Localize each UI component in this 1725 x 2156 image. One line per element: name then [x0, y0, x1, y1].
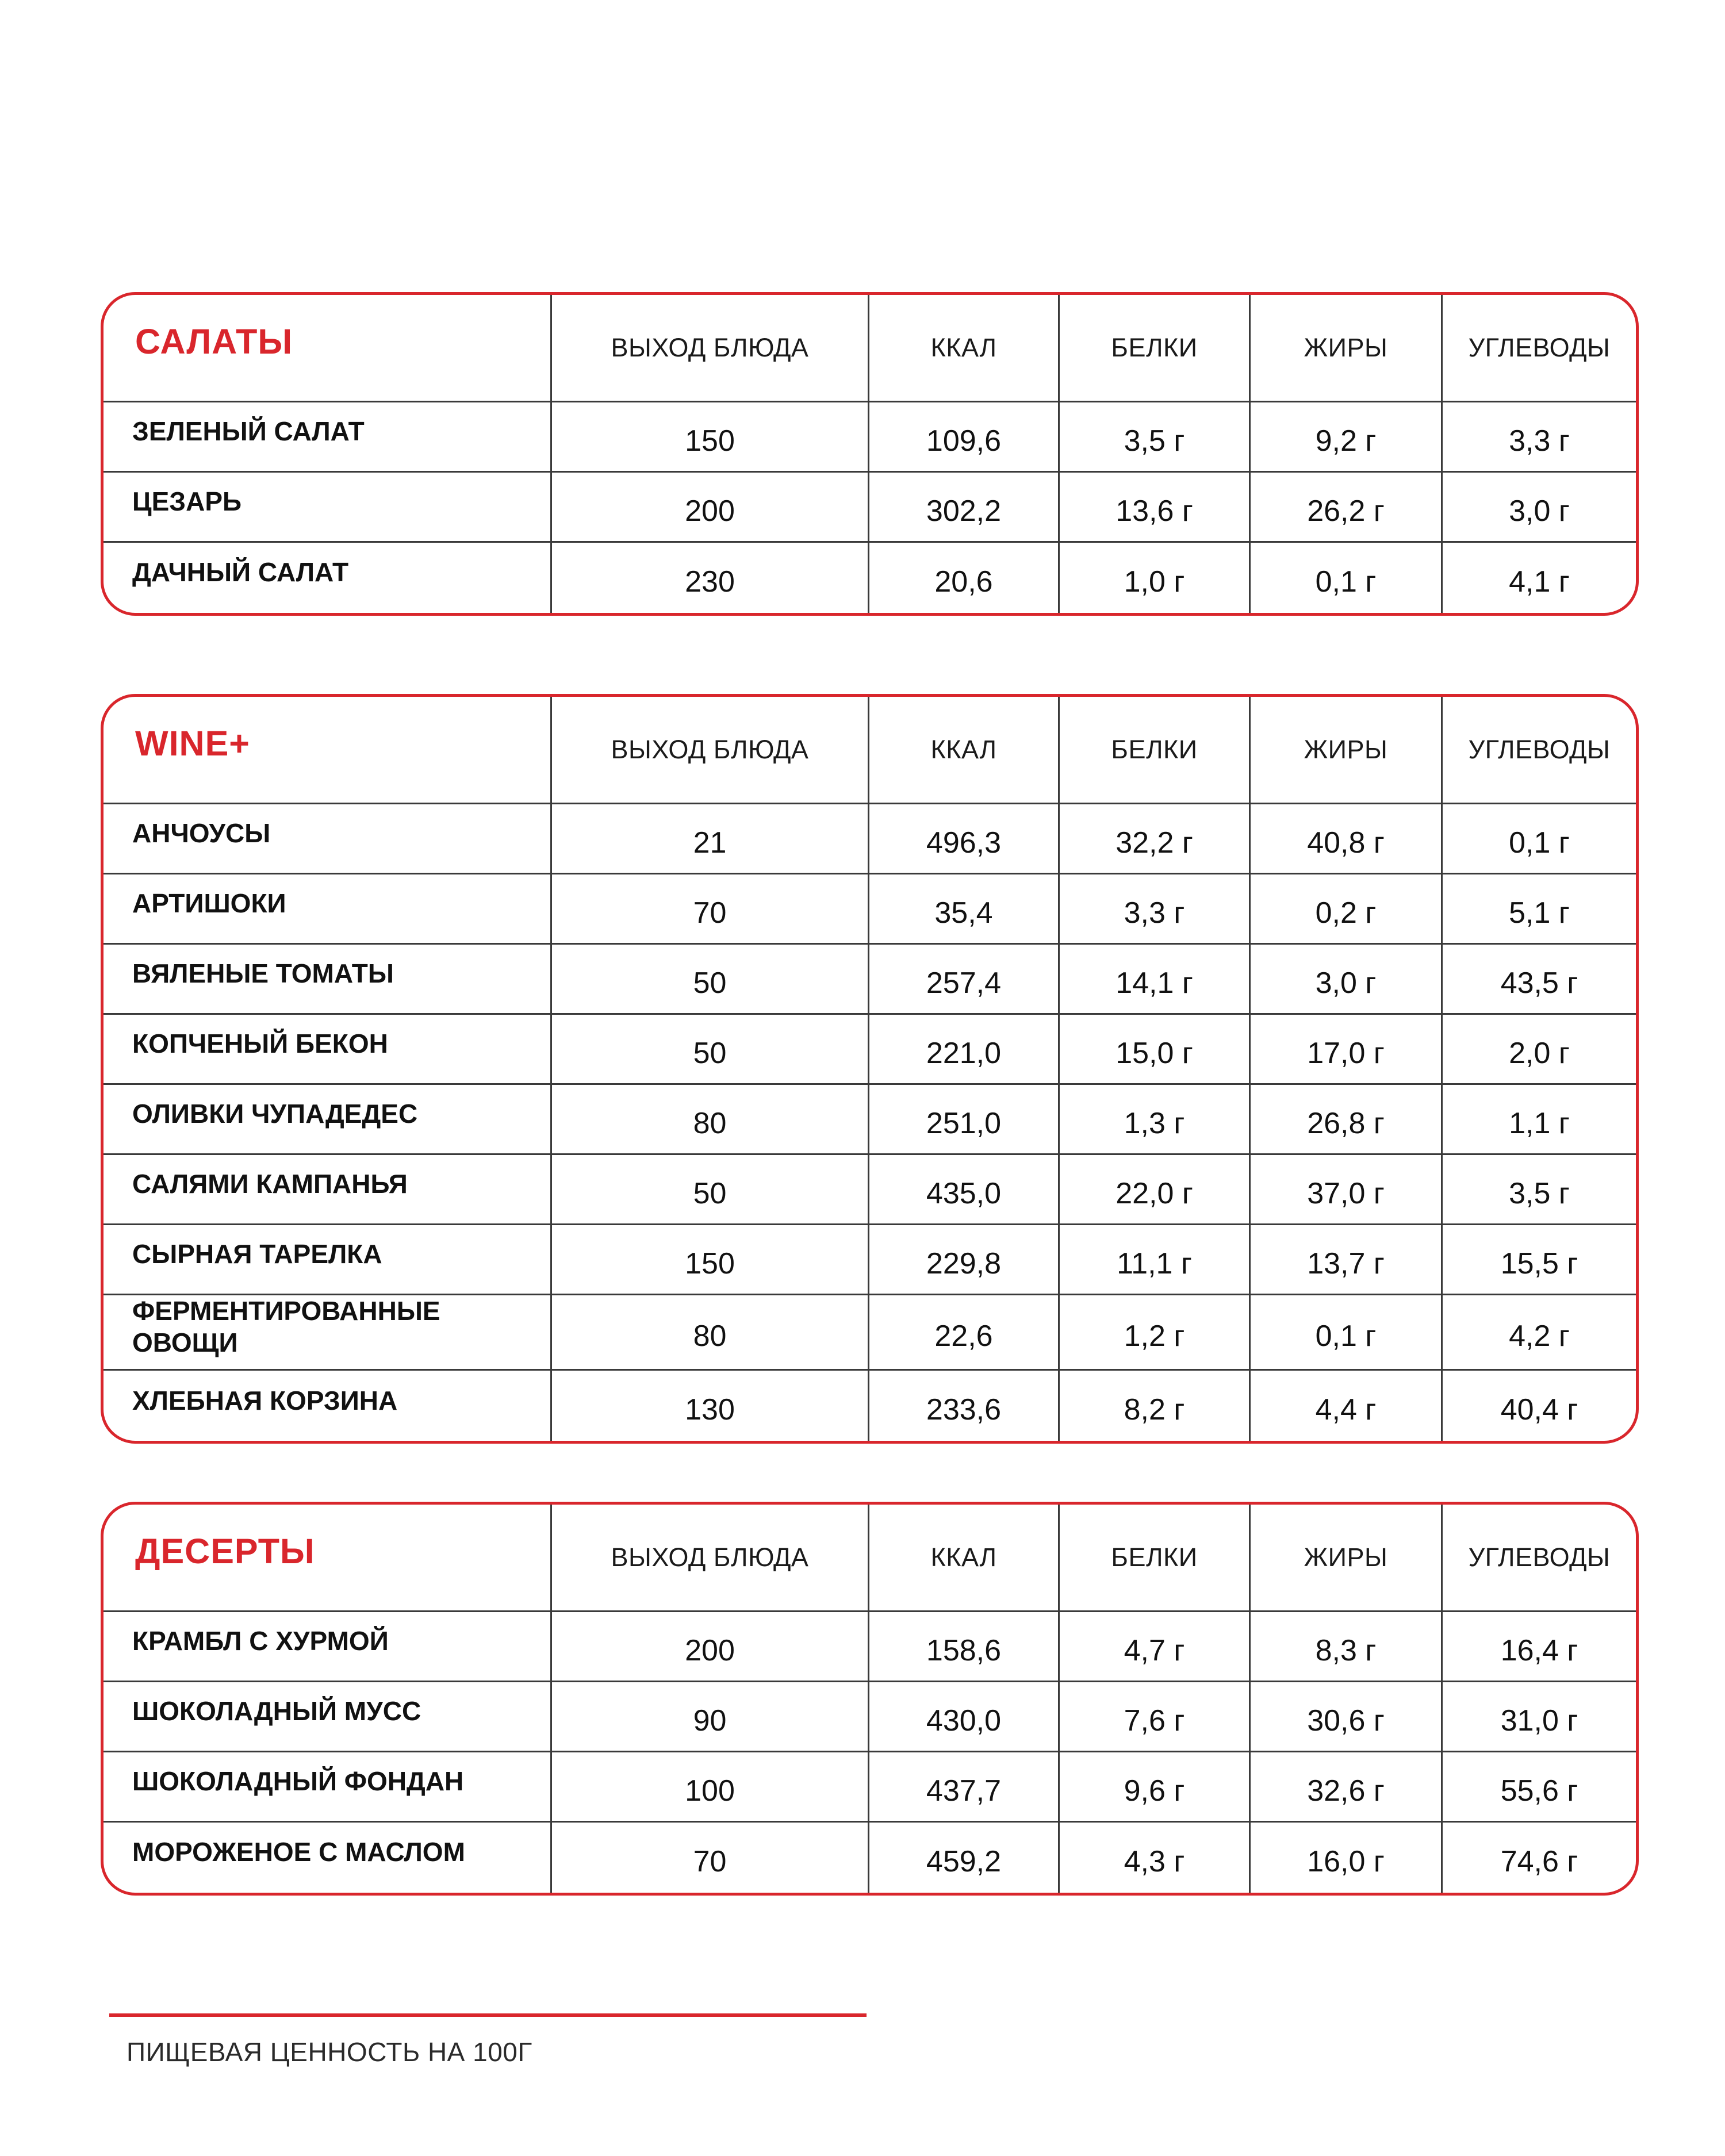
yield-cell: 130 — [552, 1371, 869, 1441]
kcal-cell: 158,6 — [869, 1612, 1060, 1682]
protein-cell: 32,2 г — [1060, 804, 1251, 874]
dish-name: ШОКОЛАДНЫЙ МУСС — [103, 1682, 552, 1752]
table-row — [103, 1752, 1636, 1823]
table-row — [103, 402, 1636, 473]
carbs-cell: 55,6 г — [1443, 1752, 1636, 1823]
table-header-row — [103, 1505, 1636, 1612]
kcal-cell: 251,0 — [869, 1085, 1060, 1155]
table-row — [103, 473, 1636, 543]
section-title: САЛАТЫ — [103, 295, 552, 402]
column-header-yield: ВЫХОД БЛЮДА — [552, 1505, 869, 1612]
table-row — [103, 1612, 1636, 1682]
yield-cell: 50 — [552, 1015, 869, 1085]
fat-cell: 26,2 г — [1251, 473, 1443, 543]
protein-cell: 15,0 г — [1060, 1015, 1251, 1085]
protein-cell: 14,1 г — [1060, 945, 1251, 1015]
column-header-protein: БЕЛКИ — [1060, 1505, 1251, 1612]
table-row — [103, 1823, 1636, 1893]
dish-name: ДАЧНЫЙ САЛАТ — [103, 543, 552, 613]
dish-name: ХЛЕБНАЯ КОРЗИНА — [103, 1371, 552, 1441]
column-header-fat: ЖИРЫ — [1251, 697, 1443, 804]
fat-cell: 4,4 г — [1251, 1371, 1443, 1441]
column-header-yield: ВЫХОД БЛЮДА — [552, 295, 869, 402]
column-header-protein: БЕЛКИ — [1060, 295, 1251, 402]
dish-name: ЦЕЗАРЬ — [103, 473, 552, 543]
fat-cell: 0,2 г — [1251, 874, 1443, 945]
protein-cell: 4,3 г — [1060, 1823, 1251, 1893]
kcal-cell: 229,8 — [869, 1225, 1060, 1295]
kcal-cell: 496,3 — [869, 804, 1060, 874]
kcal-cell: 459,2 — [869, 1823, 1060, 1893]
table-row — [103, 1682, 1636, 1752]
carbs-cell: 16,4 г — [1443, 1612, 1636, 1682]
yield-cell: 50 — [552, 945, 869, 1015]
dish-name: КРАМБЛ С ХУРМОЙ — [103, 1612, 552, 1682]
yield-cell: 80 — [552, 1085, 869, 1155]
yield-cell: 50 — [552, 1155, 869, 1225]
carbs-cell: 4,1 г — [1509, 565, 1570, 599]
dish-name: ШОКОЛАДНЫЙ ФОНДАН — [103, 1752, 552, 1823]
wine-plus-table — [101, 694, 1639, 1444]
table-row — [103, 1225, 1636, 1295]
kcal-cell: 221,0 — [869, 1015, 1060, 1085]
dish-name: ЗЕЛЕНЫЙ САЛАТ — [103, 402, 552, 473]
column-header-yield: ВЫХОД БЛЮДА — [552, 697, 869, 804]
dish-name: АНЧОУСЫ — [103, 804, 552, 874]
fat-cell: 26,8 г — [1251, 1085, 1443, 1155]
carbs-cell: 5,1 г — [1443, 874, 1636, 945]
column-header-kcal: ККАЛ — [869, 697, 1060, 804]
column-header-fat: ЖИРЫ — [1251, 295, 1443, 402]
carbs-cell: 3,0 г — [1443, 473, 1636, 543]
yield-cell: 70 — [552, 874, 869, 945]
fat-cell: 30,6 г — [1251, 1682, 1443, 1752]
dish-name: САЛЯМИ КАМПАНЬЯ — [103, 1155, 552, 1225]
column-header-carbs: УГЛЕВОДЫ — [1443, 1505, 1636, 1612]
yield-cell: 150 — [552, 1225, 869, 1295]
yield-cell: 90 — [552, 1682, 869, 1752]
table-row — [103, 1015, 1636, 1085]
kcal-cell: 302,2 — [869, 473, 1060, 543]
kcal-cell: 233,6 — [869, 1371, 1060, 1441]
fat-cell: 13,7 г — [1251, 1225, 1443, 1295]
carbs-cell: 43,5 г — [1443, 945, 1636, 1015]
footer-note: ПИЩЕВАЯ ЦЕННОСТЬ НА 100Г — [126, 2037, 532, 2067]
kcal-cell: 109,6 — [869, 402, 1060, 473]
kcal-cell: 430,0 — [869, 1682, 1060, 1752]
carbs-cell: 31,0 г — [1443, 1682, 1636, 1752]
column-header-protein: БЕЛКИ — [1060, 697, 1251, 804]
protein-cell: 1,3 г — [1060, 1085, 1251, 1155]
fat-cell: 9,2 г — [1251, 402, 1443, 473]
column-header-fat: ЖИРЫ — [1251, 1505, 1443, 1612]
carbs-cell: 0,1 г — [1443, 804, 1636, 874]
fat-cell: 17,0 г — [1251, 1015, 1443, 1085]
table-row — [103, 1295, 1636, 1371]
carbs-cell: 4,2 г — [1443, 1295, 1636, 1371]
protein-cell: 3,5 г — [1060, 402, 1251, 473]
dish-name: АРТИШОКИ — [103, 874, 552, 945]
protein-cell: 1,0 г — [1060, 543, 1251, 613]
dish-name: ОЛИВКИ ЧУПАДЕДЕС — [103, 1085, 552, 1155]
yield-cell: 70 — [552, 1823, 869, 1893]
protein-cell: 1,2 г — [1060, 1295, 1251, 1371]
protein-cell: 9,6 г — [1060, 1752, 1251, 1823]
fat-cell: 3,0 г — [1251, 945, 1443, 1015]
section-title: ДЕСЕРТЫ — [103, 1505, 552, 1612]
column-header-kcal: ККАЛ — [869, 1505, 1060, 1612]
table-row — [103, 874, 1636, 945]
protein-cell: 7,6 г — [1060, 1682, 1251, 1752]
fat-cell: 16,0 г — [1251, 1823, 1443, 1893]
yield-cell: 80 — [552, 1295, 869, 1371]
fat-cell: 40,8 г — [1251, 804, 1443, 874]
kcal-cell: 20,6 — [869, 543, 1060, 613]
table-header-row — [103, 295, 1636, 402]
table-row — [103, 1085, 1636, 1155]
fat-cell: 32,6 г — [1251, 1752, 1443, 1823]
carbs-cell: 3,5 г — [1443, 1155, 1636, 1225]
kcal-cell: 257,4 — [869, 945, 1060, 1015]
yield-cell: 150 — [552, 402, 869, 473]
desserts-table — [101, 1502, 1639, 1896]
fat-cell: 37,0 г — [1251, 1155, 1443, 1225]
yield-cell: 230 — [552, 543, 869, 613]
protein-cell: 4,7 г — [1060, 1612, 1251, 1682]
dish-name: СЫРНАЯ ТАРЕЛКА — [103, 1225, 552, 1295]
yield-cell: 200 — [552, 473, 869, 543]
column-header-kcal: ККАЛ — [869, 295, 1060, 402]
dish-name: ВЯЛЕНЫЕ ТОМАТЫ — [103, 945, 552, 1015]
column-header-carbs: УГЛЕВОДЫ — [1443, 295, 1636, 402]
yield-cell: 200 — [552, 1612, 869, 1682]
carbs-cell: 2,0 г — [1443, 1015, 1636, 1085]
carbs-cell: 40,4 г — [1500, 1393, 1578, 1427]
table-row — [103, 1155, 1636, 1225]
kcal-cell: 22,6 — [869, 1295, 1060, 1371]
kcal-cell: 435,0 — [869, 1155, 1060, 1225]
footer-divider — [109, 2013, 867, 2017]
protein-cell: 3,3 г — [1060, 874, 1251, 945]
dish-name: ФЕРМЕНТИРОВАННЫЕ ОВОЩИ — [103, 1295, 552, 1371]
carbs-cell: 74,6 г — [1500, 1845, 1578, 1878]
fat-cell: 0,1 г — [1251, 1295, 1443, 1371]
kcal-cell: 35,4 — [869, 874, 1060, 945]
yield-cell: 100 — [552, 1752, 869, 1823]
protein-cell: 22,0 г — [1060, 1155, 1251, 1225]
table-row — [103, 1371, 1636, 1441]
dish-name: МОРОЖЕНОЕ С МАСЛОМ — [103, 1823, 552, 1893]
table-header-row — [103, 697, 1636, 804]
kcal-cell: 437,7 — [869, 1752, 1060, 1823]
yield-cell: 21 — [552, 804, 869, 874]
protein-cell: 11,1 г — [1060, 1225, 1251, 1295]
carbs-cell: 1,1 г — [1443, 1085, 1636, 1155]
table-row — [103, 945, 1636, 1015]
protein-cell: 13,6 г — [1060, 473, 1251, 543]
table-row — [103, 543, 1636, 613]
column-header-carbs: УГЛЕВОДЫ — [1443, 697, 1636, 804]
table-row — [103, 804, 1636, 874]
dish-name: КОПЧЕНЫЙ БЕКОН — [103, 1015, 552, 1085]
fat-cell: 0,1 г — [1251, 543, 1443, 613]
salads-table — [101, 292, 1639, 616]
carbs-cell: 15,5 г — [1443, 1225, 1636, 1295]
section-title: WINE+ — [103, 697, 552, 804]
protein-cell: 8,2 г — [1060, 1371, 1251, 1441]
fat-cell: 8,3 г — [1251, 1612, 1443, 1682]
carbs-cell: 3,3 г — [1443, 402, 1636, 473]
